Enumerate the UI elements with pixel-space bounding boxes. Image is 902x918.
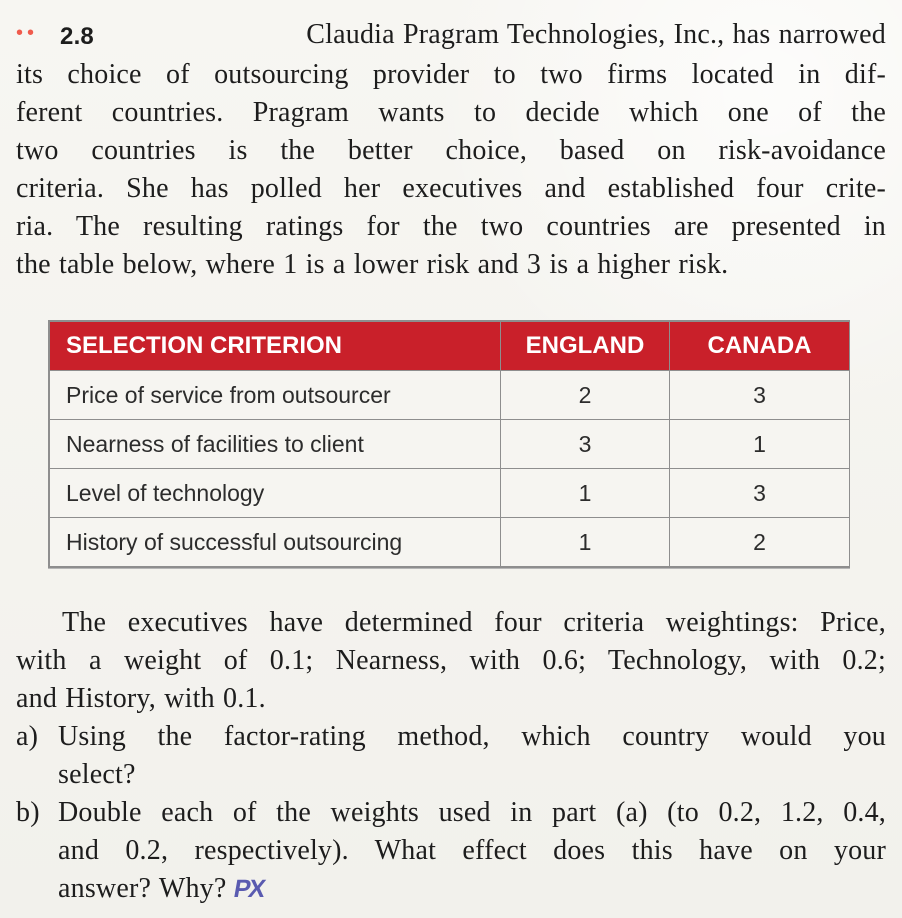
table-row xyxy=(50,420,850,469)
intro-line-5: criteria. She has polled her executives and established four crite- xyxy=(16,173,886,204)
question-b-line-1: Double each of the weights used in part (a) (to 0.2, 1.2, 0.4, xyxy=(58,797,886,828)
criterion-cell: Nearness of facilities to client xyxy=(50,420,501,469)
england-rating-cell: 1 xyxy=(501,469,670,518)
criteria-table xyxy=(49,321,850,567)
question-b-line-3 xyxy=(58,870,886,908)
problem-intro xyxy=(16,16,886,284)
canada-rating-cell: 3 xyxy=(670,469,850,518)
intro-line-3: ferent countries. Pragram wants to decide which one of the xyxy=(16,97,886,128)
question-a-line-1: Using the factor-rating method, which country would you xyxy=(58,721,886,752)
question-a xyxy=(16,718,886,794)
table-row xyxy=(50,371,850,420)
header-canada: CANADA xyxy=(670,322,850,371)
px-logo-icon: PX xyxy=(232,875,267,903)
table-row xyxy=(50,469,850,518)
problem-number: 2.8 xyxy=(60,23,94,50)
weights-line-1: The executives have determined four criteria weightings: Price, xyxy=(62,607,886,638)
canada-rating-cell: 1 xyxy=(670,420,850,469)
criterion-cell: Level of technology xyxy=(50,469,501,518)
intro-line-1: Claudia Pragram Technologies, Inc., has narrowed xyxy=(306,19,886,50)
question-b-line-2: and 0.2, respectively). What effect does this have on your xyxy=(58,835,886,866)
criterion-cell: Price of service from outsourcer xyxy=(50,371,501,420)
ratings-table xyxy=(48,320,850,568)
intro-line-7: the table below, where 1 is a lower risk and 3 is a higher risk. xyxy=(16,249,729,280)
england-rating-cell: 2 xyxy=(501,371,670,420)
question-b-label: b) xyxy=(16,797,40,828)
intro-line-2: its choice of outsourcing provider to two firms located in dif- xyxy=(16,59,886,90)
problem-marker xyxy=(16,18,94,56)
question-b-line-3-text: answer? Why? xyxy=(58,873,227,904)
intro-line-6: ria. The resulting ratings for the two countries are presented in xyxy=(16,211,886,242)
header-selection-criterion: SELECTION CRITERION xyxy=(50,322,501,371)
difficulty-dots-icon: •• xyxy=(16,22,39,44)
problem-first-line xyxy=(16,16,886,56)
table-header-row xyxy=(50,322,850,371)
weights-line-2: with a weight of 0.1; Nearness, with 0.6; Technology, with 0.2; xyxy=(16,645,886,676)
canada-rating-cell: 2 xyxy=(670,518,850,567)
weights-line-3: and History, with 0.1. xyxy=(16,683,266,714)
question-a-line-2: select? xyxy=(58,759,136,790)
table-row xyxy=(50,518,850,567)
header-england: ENGLAND xyxy=(501,322,670,371)
england-rating-cell: 1 xyxy=(501,518,670,567)
question-b xyxy=(16,794,886,908)
question-a-label: a) xyxy=(16,721,39,752)
criterion-cell: History of successful outsourcing xyxy=(50,518,501,567)
followup-text xyxy=(16,604,886,908)
intro-line-4: two countries is the better choice, based on risk-avoidance xyxy=(16,135,886,166)
question-b-body xyxy=(58,794,886,908)
canada-rating-cell: 3 xyxy=(670,371,850,420)
england-rating-cell: 3 xyxy=(501,420,670,469)
question-a-body xyxy=(58,718,886,794)
